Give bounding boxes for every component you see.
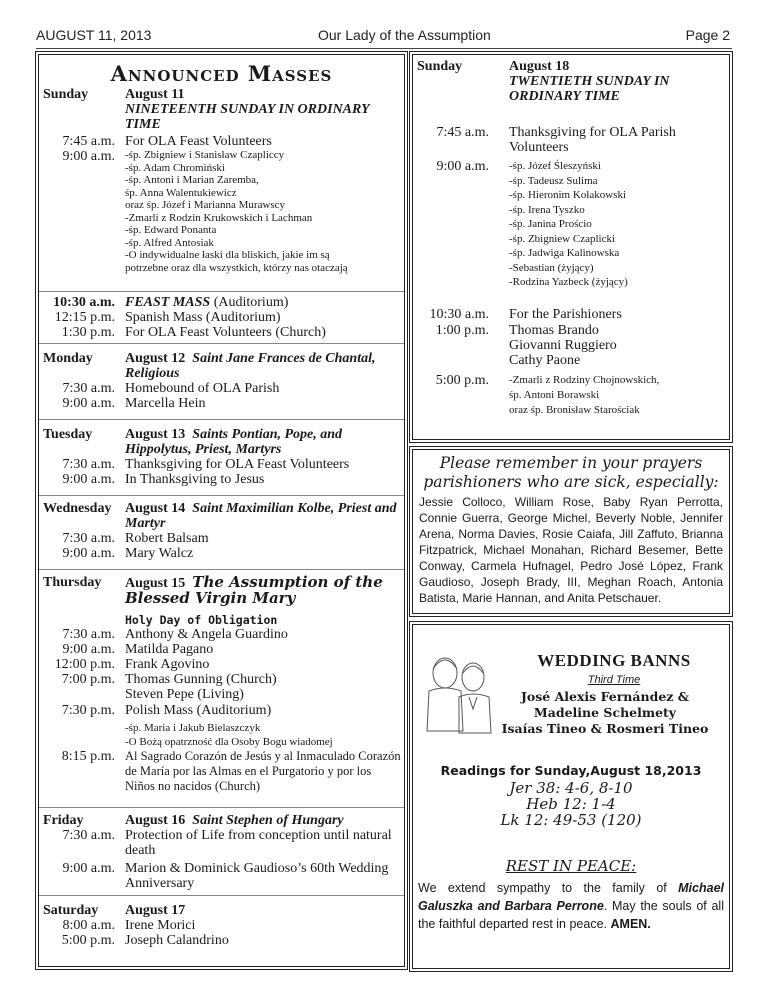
- mass-time: 8:00 a.m.: [62, 918, 115, 933]
- mass-intention: Steven Pepe (Living): [125, 687, 244, 702]
- day-thursday: [43, 575, 401, 805]
- mass-intention: Thanksgiving for OLA Feast Volunteers: [125, 457, 350, 472]
- day-name: Wednesday: [43, 501, 112, 516]
- mass-time: 7:30 a.m.: [62, 531, 115, 546]
- day-tuesday: [43, 427, 401, 493]
- couple-2: Isaías Tineo & Rosmeri Tineo: [501, 721, 709, 736]
- bulletin-date: AUGUST 11, 2013: [36, 27, 152, 43]
- mass-time: 7:30 a.m.: [62, 457, 115, 472]
- mass-intention: Matilda Pagano: [125, 642, 214, 657]
- mass-time: 12:00 p.m.: [54, 657, 115, 672]
- mass-intention: Irene Morici: [125, 918, 196, 933]
- readings-title: Readings for Sunday,August 18,2013: [440, 763, 702, 778]
- mass-time: 9:00 a.m.: [62, 861, 115, 876]
- parish-name: Our Lady of the Assumption: [318, 27, 491, 43]
- mass-time: 12:15 p.m.: [54, 310, 115, 325]
- mass-time: 9:00 a.m.: [62, 149, 115, 164]
- mass-intention: For the Parishioners: [509, 307, 622, 322]
- mass-intention: Thanksgiving for OLA Parish Volunteers: [509, 125, 676, 155]
- mass-time: 10:30 a.m.: [53, 295, 115, 310]
- mass-time: 8:15 p.m.: [61, 749, 115, 764]
- mass-intention: FEAST MASS (Auditorium): [125, 295, 289, 310]
- page-number: Page 2: [685, 27, 730, 43]
- rip-title: REST IN PEACE:: [505, 857, 637, 875]
- mass-time: 9:00 a.m.: [62, 642, 115, 657]
- banns-readings-box: [412, 624, 730, 969]
- day-heading: August 12 Saint Jane Frances de Chantal, Religious: [125, 351, 376, 381]
- mass-intention: Frank Agovino: [125, 657, 210, 672]
- mass-intention: Protection of Life from conception until natural death: [125, 828, 392, 858]
- mass-time: 9:00 a.m.: [436, 159, 489, 174]
- readings-list: [413, 780, 729, 828]
- mass-intention: Marion & Dominick Gaudioso’s 60th Wedding Anniversary: [125, 861, 389, 891]
- mass-intention: Marcella Hein: [125, 396, 206, 411]
- mass-intention: -śp. Maria i Jakub Bielaszczyk -O Bożą opatrzność dla Osoby Bogu wiadomej: [125, 722, 333, 748]
- mass-time: 9:00 a.m.: [62, 546, 115, 561]
- day-date: August 18: [509, 59, 570, 74]
- day-name: Thursday: [43, 575, 102, 590]
- day-friday: [43, 813, 401, 893]
- mass-time: 5:00 p.m.: [435, 373, 489, 388]
- day-feast: NINETEENTH SUNDAY IN ORDINARY TIME: [125, 102, 370, 132]
- mass-intention: Thomas Brando Giovanni Ruggiero Cathy Paone: [509, 323, 617, 368]
- reading-2: Heb 12: 1-4: [526, 795, 616, 813]
- mass-time: 7:30 a.m.: [62, 828, 115, 843]
- rip-names: Michael Galuszka and Barbara Perrone: [418, 881, 724, 913]
- mass-intention: Joseph Calandrino: [125, 933, 229, 948]
- divider: [39, 569, 404, 570]
- reading-3: Lk 12: 49-53 (120): [500, 811, 642, 829]
- mass-intention: Thomas Gunning (Church): [125, 672, 277, 687]
- day-wednesday: [43, 501, 401, 567]
- day-name: Sunday: [417, 59, 463, 74]
- day-heading: August 15 The Assumption of the Blessed Virgin Mary: [125, 573, 383, 607]
- announced-masses-box: [38, 54, 405, 967]
- mass-time: 9:00 a.m.: [62, 396, 115, 411]
- mass-time: 7:45 a.m.: [436, 125, 489, 140]
- day-heading: August 14 Saint Maximilian Kolbe, Priest and Martyr: [125, 501, 397, 531]
- prayer-list-box: [412, 449, 730, 614]
- mass-intention: Polish Mass (Auditorium): [125, 703, 272, 718]
- banns-subtitle: Third Time: [587, 674, 641, 686]
- mass-time: 1:00 p.m.: [435, 323, 489, 338]
- mass-intention: Robert Balsam: [125, 531, 209, 546]
- mass-intention: -Zmarli z Rodziny Chojnowskich, śp. Antoni Borawski oraz śp. Bronisław Starościak: [509, 374, 660, 416]
- banns-title: WEDDING BANNS: [537, 651, 691, 670]
- mass-intention: For OLA Feast Volunteers (Church): [125, 325, 326, 340]
- mass-time: 10:30 a.m.: [429, 307, 489, 322]
- day-name: Saturday: [43, 903, 99, 918]
- mass-intention: Mary Walcz: [125, 546, 194, 561]
- day-saturday: [43, 903, 401, 953]
- mass-intention: Al Sagrado Corazón de Jesús y al Inmaculado Corazón de María por las Almas en el Purgatorio y por los Niños no nacidos (Church): [125, 749, 401, 793]
- divider: [39, 495, 404, 496]
- divider: [39, 343, 404, 344]
- divider: [39, 419, 404, 420]
- sunday-aug18-box: [412, 54, 730, 440]
- banns-couples: [481, 689, 729, 737]
- day-name: Sunday: [43, 87, 89, 102]
- mass-intention: -śp. Zbigniew i Stanisław Czapliccy -śp. Adam Chromiński -śp. Antoni i Marian Zaremba, śp. Anna Walentukiewicz oraz śp. Józef i Marianna Murawscy -Zmarli z Rodzin Krukowskich i Lachman -śp. Edward Ponanta -śp. Alfred Antosiak -O indywidualne łaski dla bliskich, jakie im są potrzebne oraz dla wszystkich, którzy nas otaczają: [125, 149, 348, 274]
- mass-time: 7:30 a.m.: [62, 381, 115, 396]
- mass-intention: In Thanksgiving to Jesus: [125, 472, 265, 487]
- header-rule: [36, 48, 732, 49]
- day-monday: [43, 351, 401, 417]
- day-sunday-aug11-afternoon: [43, 295, 401, 347]
- divider: [39, 291, 404, 292]
- rip-body: We extend sympathy to the family of Michael Galuszka and Barbara Perrone. May the souls of all the faithful departed rest in peace. AMEN.: [418, 881, 724, 931]
- day-heading: [125, 87, 400, 132]
- mass-intention: For OLA Feast Volunteers: [125, 134, 272, 149]
- mass-time: 7:30 a.m.: [62, 627, 115, 642]
- mass-intention: -śp. Józef Śleszyński -śp. Tadeusz Sulima -śp. Hieronim Kołakowski -śp. Irena Tyszko -śp. Janina Prościo -śp. Zbigniew Czaplicki -śp. Jadwiga Kalinowska -Sebastian (żyjący) -Rodzina Yazbeck (żyjący): [509, 160, 628, 288]
- mass-intention: Spanish Mass (Auditorium): [125, 310, 281, 325]
- day-date: August 11: [125, 87, 185, 102]
- day-heading: August 16 Saint Stephen of Hungary: [125, 813, 344, 828]
- mass-time: 7:30 p.m.: [61, 703, 115, 718]
- couple-1: José Alexis Fernández & Madeline Schelmety: [520, 689, 690, 720]
- reading-1: Jer 38: 4-6, 8-10: [509, 779, 633, 797]
- page-header: [0, 0, 768, 46]
- prayer-title: Please remember in your prayers parishioners who are sick, especially:: [423, 454, 719, 491]
- divider: [39, 895, 404, 896]
- mass-intention: Homebound of OLA Parish: [125, 381, 280, 396]
- day-feast: TWENTIETH SUNDAY IN ORDINARY TIME: [509, 74, 670, 104]
- day-heading: [509, 59, 724, 104]
- holy-day-label: Holy Day of Obligation: [125, 613, 278, 627]
- mass-time: 7:00 p.m.: [61, 672, 115, 687]
- mass-intention: Anthony & Angela Guardino: [125, 627, 288, 642]
- mass-time: 9:00 a.m.: [62, 472, 115, 487]
- divider: [39, 807, 404, 808]
- day-name: Monday: [43, 351, 93, 366]
- prayer-names: Jessie Colloco, William Rose, Baby Ryan Perrotta, Connie Guerra, George Michel, Beverly Noble, Jennifer Arena, Norma Davies, Rosie Caiafa, Jill Zaffuto, Brianna Fitzpatrick, Michael Monahan, Richard Besemer, Bette Conway, Carmela Hufnagel, Pedro José López, Frank Gaudioso, Joseph Brady, III, Meghan Roach, Antonia Batista, Marie Hannan, and Anita Petschauer.: [419, 495, 723, 605]
- day-heading: August 13 Saints Pontian, Pope, and Hippolytus, Priest, Martyrs: [125, 427, 343, 457]
- masses-title: Announced Masses: [110, 61, 333, 86]
- mass-time: 7:45 a.m.: [62, 134, 115, 149]
- day-name: Tuesday: [43, 427, 93, 442]
- day-name: Friday: [43, 813, 84, 828]
- mass-time: 1:30 p.m.: [61, 325, 115, 340]
- day-heading: August 17: [125, 903, 186, 918]
- day-sunday-aug11: [43, 85, 401, 297]
- mass-time: 5:00 p.m.: [61, 933, 115, 948]
